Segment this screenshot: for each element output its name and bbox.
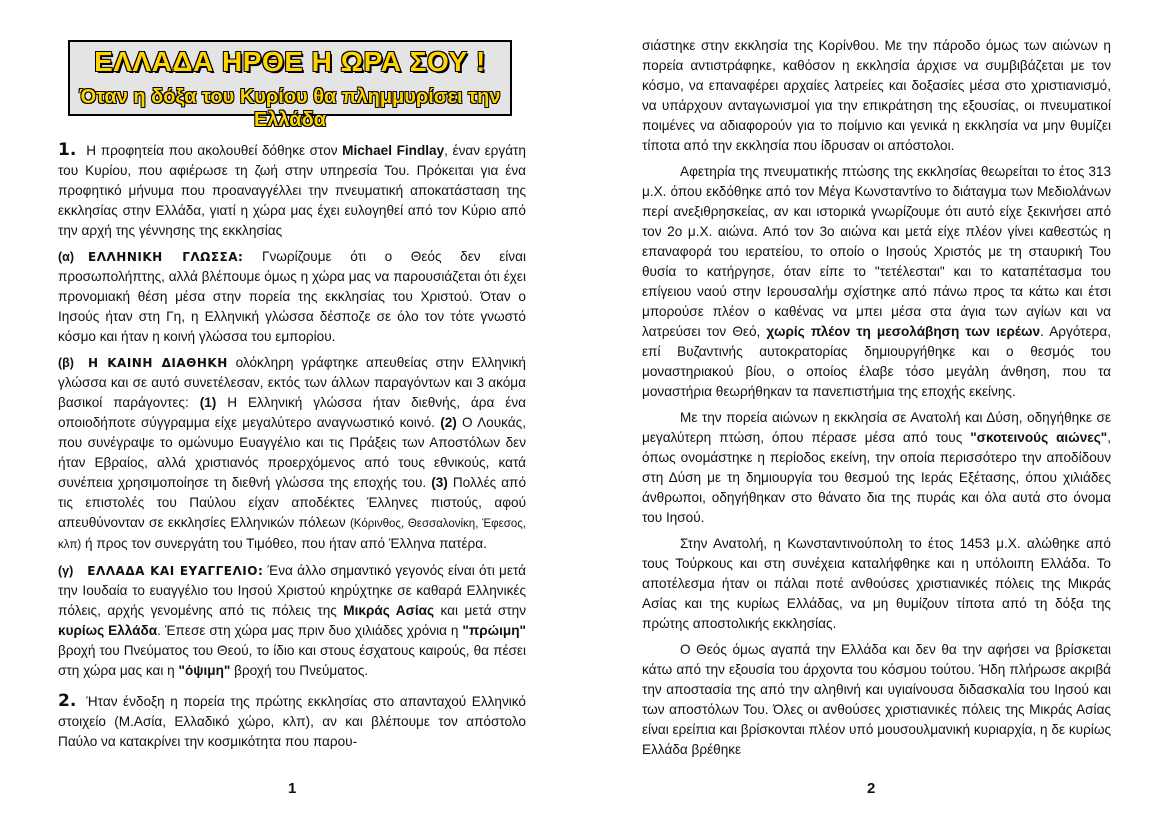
section-number: 1. xyxy=(58,140,77,160)
text-run: Η Ελληνική γλώσσα ήταν διεθνής, άρα ένα οποιοδήποτε σύγγραμμα είχε μεγαλύτερο αναγνωστικό κοινό. xyxy=(58,395,527,430)
text-run: Αφετηρία της πνευματικής πτώσης της εκκλησίας θεωρείται το έτος 313 μ.Χ. όπου εκδόθηκε από τον Μέγα Κωνσταντίνο το διάταγμα των Μεδιολάνων περί ανεξιθρησκείας, αν και ιστορικά γνωρίζουμε ότι αυτό είχε ξεκινήσει από τον 2ο μ.Χ. αιώνα. Από τον 3ο αιώνα και μετά είχε πλέον γίνει καθεστώς η επαναφορά του ιερατείου, το οποίο ο Ιησούς Χριστός με τη σταυρική Του θυσία το κατήργησε, όταν είπε το "τετέλεσται" και το καταπέτασμα του επίγειου ναού στην Ιερουσαλήμ σχίστηκε από πάνω προς τα κάτω και έτσι μπορούσε πλέον ο καθένας να μπει μέσα στα άγια των αγίων και να λατρεύσει τον Θεό, xyxy=(642,164,1111,339)
section-number: 2. xyxy=(58,691,77,711)
text-run: Ο Λουκάς, που συνέγραψε το ομώνυμο Ευαγγέλιο και τις Πράξεις των Αποστόλων δεν ήταν Εβραίος, αλλά χριστιανός προερχόμενος από τους εθνικούς, κατά συνέπεια χρησιμοποίησε τη διεθνή γλώσσα της εποχής του. xyxy=(58,415,526,490)
text-run: , όπως ονομάστηκε η περίοδος εκείνη, την οποία περισσότερο την αποδίδουν στη Δύση με τη δημιουργία του θεσμού της Ιεράς Εξέτασης, όπου χιλιάδες άνθρωποι, οδηγήθηκαν στο θάνατο δια της πυράς και όλα αυτά στο όνομα του Ιησού. xyxy=(642,430,1112,525)
text-run: βροχή του Πνεύματος. xyxy=(230,663,369,678)
point-a-paragraph xyxy=(58,247,526,347)
bold-run: Μικράς Ασίας xyxy=(343,603,435,618)
bold-run: "όψιμη" xyxy=(178,663,231,678)
paragraph: σιάστηκε στην εκκλησία της Κορίνθου. Με την πάροδο όμως των αιώνων η πορεία αντιστράφηκε, καθόσον η εκκλησία άρχισε να συμβιβάζεται με τον κόσμο, να επαναφέρει αρχαίες λατρείες και δοξασίες μέσα στο χριστιανισμό, να υπάρχουν ανταγωνισμοί για την επικράτηση της εξουσίας, οι πνευματικοί ποιμένες να αδιαφορούν για το ποίμνιο και γενικά η εκκλησία να μην θυμίζει τίποτα από την εκκλησία που ίδρυσαν οι απόστολοι. xyxy=(642,38,1111,153)
page-number-left: 1 xyxy=(288,780,297,797)
enum-number: (2) xyxy=(440,415,457,430)
text-run: ή προς τον συνεργάτη του Τιμόθεο, που ήταν από Έλληνα πατέρα. xyxy=(81,536,487,551)
text-run: Γνωρίζουμε ότι ο Θεός δεν είναι προσωπολήπτης, αλλά βλέπουμε όμως η χώρα μας να παρουσιάζεται ότι έχει προνομιακή θέση μέσα στην πορεία της εκκλησίας του Χριστού. Όταν ο Ιησούς ήταν στη Γη, η Ελληνική γλώσσα δέσποζε σε όλο τον τότε γνωστό κόσμο και ήταν η κοινή γλώσσα του εμπορίου. xyxy=(58,249,526,344)
page-left xyxy=(58,140,526,758)
text-run: βροχή του Πνεύματος του Θεού, το ίδιο και στους έσχατους καιρούς, θα πέσει στη χώρα μας και η xyxy=(58,643,526,678)
point-heading: Η ΚΑΙΝΗ ΔΙΑΘΗΚΗ xyxy=(87,356,228,370)
page-right xyxy=(642,36,1111,766)
text-run: και μετά στην xyxy=(434,603,527,618)
text-run: . Αργότερα, επί Βυζαντινής αυτοκρατορίας δημιουργήθηκε και ο θεσμός του μοναστηριακού βίου, ο οποίος έλαβε τόσο μεγάλη άνθηση, που τα μοναστήρια θεωρήθηκαν τα πανεπιστήμια της εποχής εκείνης. xyxy=(642,324,1111,399)
point-label: (α) xyxy=(58,250,75,264)
paragraph xyxy=(642,162,1111,402)
text-run: Ένα άλλο σημαντικό γεγονός είναι ότι μετά την Ιουδαία το ευαγγέλιο του Ιησού Χριστού κηρύχτηκε σε καθαρά Ελληνικές πόλεις, αρχής γενομένης από τις πόλεις της xyxy=(58,563,526,618)
section-1-paragraph xyxy=(58,140,526,241)
text-run: Με την πορεία αιώνων η εκκλησία σε Ανατολή και Δύση, οδηγήθηκε σε μεγαλύτερη πτώση, όπου πέρασε μέσα από τους xyxy=(642,410,1111,445)
text-run-small: (Κόρινθος, Θεσσαλονίκη, Έφεσος, κλπ) xyxy=(58,518,526,551)
point-c-paragraph xyxy=(58,561,526,681)
title-banner xyxy=(68,40,512,131)
text-run: . Έπεσε στη χώρα μας πριν δυο χιλιάδες χρόνια η xyxy=(157,623,463,638)
text-run: Η προφητεία που ακολουθεί δόθηκε στον xyxy=(86,143,343,158)
enum-number: (3) xyxy=(431,475,448,490)
point-b-paragraph xyxy=(58,353,526,555)
author-name: Michael Findlay xyxy=(342,143,445,158)
page-number-right: 2 xyxy=(867,780,876,797)
text-run: Πολλές από τις επιστολές του Παύλου είχαν αποδέκτες Έλληνες πιστούς, αφού απευθύνονταν σε εκκλησίες Ελληνικών πόλεων xyxy=(58,475,526,530)
point-label: (γ) xyxy=(58,564,74,578)
bold-run: "πρώιμη" xyxy=(462,623,526,638)
point-label: (β) xyxy=(58,356,74,370)
bold-run: χωρίς πλέον τη μεσολάβηση των ιερέων xyxy=(766,324,1041,339)
paragraph: Στην Ανατολή, η Κωνσταντινούπολη το έτος 1453 μ.Χ. αλώθηκε από τους Τούρκους και στη συνέχεια καταλήφθηκε και η υπόλοιπη Ελλάδα. Το αποτέλεσμα ήταν οι πάλαι ποτέ ανθούσες χριστιανικές πόλεις της Μικράς Ασίας και της κυρίως Ελλάδας, να μη θυμίζουν τίποτα από τη δόξα της πρώτης αποστολικής εκκλησίας. xyxy=(642,536,1111,631)
point-heading: ΕΛΛΑΔΑ ΚΑΙ ΕΥΑΓΓΕΛΙΟ: xyxy=(87,564,264,578)
point-heading: ΕΛΛΗΝΙΚΗ ΓΛΩΣΣΑ: xyxy=(88,250,244,264)
bold-run: κυρίως Ελλάδα xyxy=(58,623,158,638)
enum-number: (1) xyxy=(199,395,217,410)
paragraph: Ο Θεός όμως αγαπά την Ελλάδα και δεν θα την αφήσει να βρίσκεται κάτω από την εξουσία του άρχοντα του κόσμου τούτου. Ήδη πλήρωσε ακριβά την αποστασία της από την αληθινή και υγιαίνουσα διδασκαλία του Ιησού και των αποστόλων Του. Όλες οι ανθούσες χριστιανικές πόλεις της Μικράς Ασίας είναι ερείπια και βρίσκονται πλέον υπό μουσουλμανική κυριαρχία, η δε κυρίως Ελλάδα βρέθηκε xyxy=(642,642,1111,757)
text-run: , έναν εργάτη του Κυρίου, που αφιέρωσε τη ζωή στην υπηρεσία Του. Πρόκειται για ένα προφητικό μήνυμα που προαναγγέλλει την πνευματική αποκατάσταση της εκκλησίας στην Ελλάδα, γιατί η χώρα μας έχει ευλογηθεί από τον Κύριο από την αρχή της γέννησης της εκκλησίας xyxy=(58,143,526,238)
text-run: Ήταν ένδοξη η πορεία της πρώτης εκκλησίας στο απανταχού Ελληνικό στοιχείο (Μ.Ασία, Ελλαδικό χώρο, κλπ), αν και βλέπουμε τον απόστολο Παύλο να κατακρίνει την κοσμικότητα που παρου- xyxy=(58,694,526,749)
paragraph xyxy=(642,408,1111,528)
bold-run: "σκοτεινούς αιώνες" xyxy=(970,430,1108,445)
title-subtitle: Όταν η δόξα του Κυρίου θα πλημμυρίσει την Ελλάδα xyxy=(79,86,501,131)
title-main: ΕΛΛΑΔΑ ΗΡΘΕ Η ΩΡΑ ΣΟΥ ! xyxy=(94,46,486,77)
text-run: ολόκληρη γράφτηκε απευθείας στην Ελληνική γλώσσα και σε αυτό συνετέλεσαν, εκτός των άλλων παραγόντων και 3 ακόμα βασικοί παράγοντες: xyxy=(58,355,526,410)
section-2-paragraph xyxy=(58,691,526,752)
